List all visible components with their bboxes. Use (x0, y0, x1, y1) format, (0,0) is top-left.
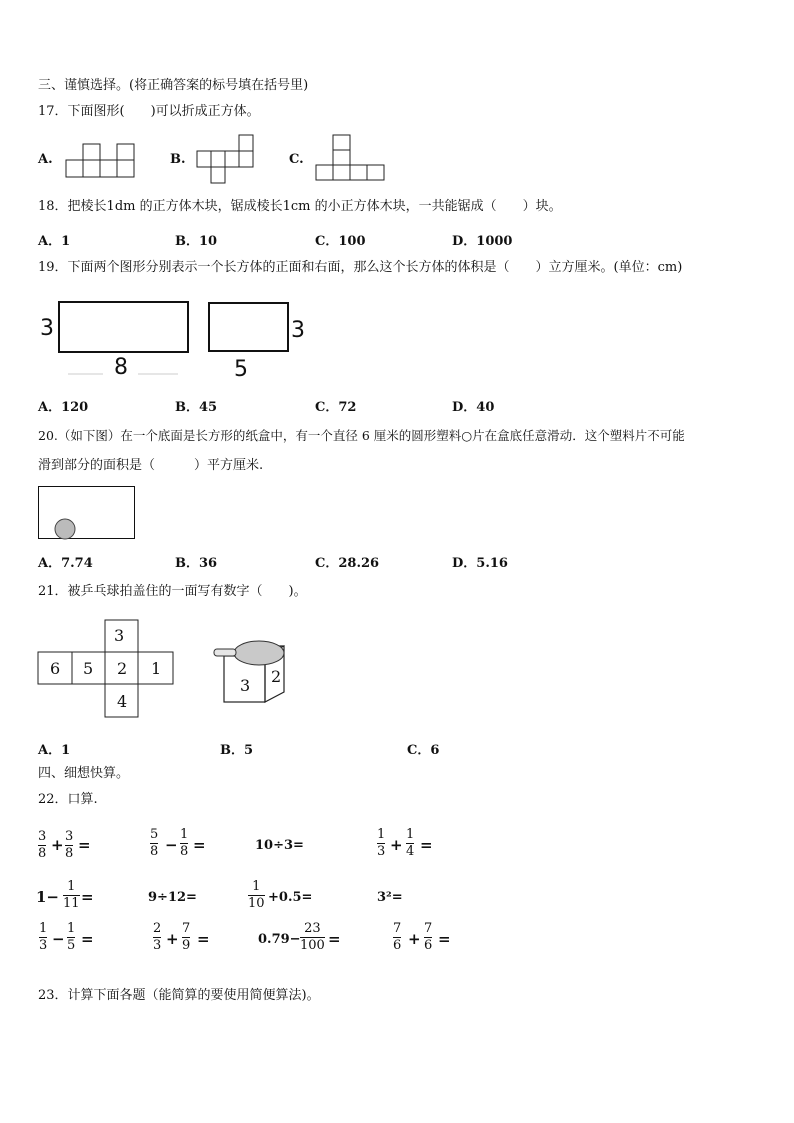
q22-r3e3-frac: 23 100 (300, 921, 325, 953)
q22-r3e3-eq: = (328, 930, 341, 948)
q22-r2e1-pre: 1− (36, 888, 60, 906)
q21-net-left1: 5 (83, 659, 94, 678)
q20-option-b[interactable]: B．36 (175, 556, 218, 571)
q21-net-bottom: 4 (117, 692, 128, 711)
q20-disc (55, 519, 75, 539)
q21-cube-front: 3 (240, 676, 251, 695)
q18-option-a[interactable]: A．1 (38, 234, 71, 249)
q22-r1e2-op: − (165, 836, 178, 854)
q21-paddle-head (234, 641, 284, 665)
q20-stem-line2: 滑到部分的面积是（ ）平方厘米. (38, 458, 264, 473)
q19-option-a[interactable]: A．120 (38, 400, 89, 415)
q20-stem-line1: 20.（如下图）在一个底面是长方形的纸盒中，有一个直径 6 厘米的圆形塑料○片在盒底任意滑动．这个塑料片不可能 (38, 428, 685, 443)
q18-option-c[interactable]: C．100 (315, 234, 366, 249)
q22-r3e1-frac1: 1 3 (39, 921, 48, 953)
q22-r3e4-op: + (408, 930, 421, 948)
q22-r1e2-frac2: 1 8 (180, 827, 189, 859)
q19-left-width: 8 (114, 355, 128, 380)
q22-r3e2-op: + (166, 930, 179, 948)
q22-r3e4-eq: = (438, 930, 451, 948)
q21-net-right: 1 (151, 659, 162, 678)
q19-option-c[interactable]: C．72 (315, 400, 357, 415)
section-4-heading: 四、细想快算。 (38, 766, 130, 781)
q23-stem: 23．计算下面各题（能简算的要使用简便算法)。 (38, 988, 320, 1003)
q20-box (39, 487, 135, 539)
q22-r1e2-frac1: 5 8 (150, 827, 159, 859)
q22-r3e1-eq: = (81, 930, 94, 948)
q19-figures (38, 298, 318, 380)
q19-right-height: 3 (291, 318, 305, 343)
q21-option-a[interactable]: A．1 (38, 743, 71, 758)
q21-option-b[interactable]: B．5 (220, 743, 254, 758)
q21-option-c[interactable]: C．6 (407, 743, 440, 758)
q17-net-c (316, 134, 392, 182)
q19-option-d[interactable]: D．40 (452, 400, 495, 415)
q22-r1e1-frac2: 3 8 (65, 829, 74, 861)
q22-r2e1-eq: = (81, 888, 94, 906)
q22-r1e4-frac2: 1 4 (406, 827, 415, 859)
q22-r2e1-frac: 1 11 (63, 879, 80, 911)
q17-stem: 17．下面图形( )可以折成正方体。 (38, 104, 260, 119)
q22-r1e1-eq: = (78, 836, 91, 854)
q20-option-c[interactable]: C．28.26 (315, 556, 380, 571)
q20-option-d[interactable]: D．5.16 (452, 556, 508, 571)
q17-net-b (197, 134, 257, 184)
q22-r3e2-frac1: 2 3 (153, 921, 162, 953)
q21-net-top: 3 (114, 626, 125, 645)
q20-box-figure (38, 486, 138, 542)
q17-option-c[interactable]: C. (289, 152, 304, 167)
q22-r1e2-eq: = (193, 836, 206, 854)
q22-r1e4-frac1: 1 3 (377, 827, 386, 859)
q22-r3e3-pre: 0.79− (258, 932, 301, 947)
q22-r3e4-frac2: 7 6 (424, 921, 433, 953)
q21-net-left2: 6 (50, 659, 61, 678)
q20-option-a[interactable]: A．7.74 (38, 556, 93, 571)
q21-cube-side: 2 (271, 667, 282, 686)
q19-front-rect (59, 302, 188, 352)
q17-net-a (66, 144, 138, 180)
q22-r3e1-op: − (52, 930, 65, 948)
q22-r3e2-eq: = (197, 930, 210, 948)
q19-right-width: 5 (234, 357, 248, 382)
q22-r1e4-eq: = (420, 836, 433, 854)
q22-r2e4: 3²= (377, 890, 403, 905)
q18-option-d[interactable]: D．1000 (452, 234, 513, 249)
q22-r3e2-frac2: 7 9 (182, 921, 191, 953)
q22-r1e1-frac1: 3 8 (38, 829, 47, 861)
q18-stem: 18．把棱长1dm 的正方体木块，锯成棱长1cm 的小正方体木块，一共能锯成（ ）块。 (38, 199, 562, 214)
q22-r2e2: 9÷12= (148, 890, 197, 905)
q22-r3e1-frac2: 1 5 (67, 921, 76, 953)
q17-option-b[interactable]: B. (170, 152, 186, 167)
q22-r1e4-op: + (390, 836, 403, 854)
q21-paddle-handle (214, 649, 236, 656)
q21-cube-with-paddle (212, 636, 294, 710)
q18-option-b[interactable]: B．10 (175, 234, 218, 249)
q22-r1e1-op: + (51, 836, 64, 854)
q17-option-a[interactable]: A. (38, 152, 53, 167)
q19-right-rect (209, 303, 288, 351)
q19-stem: 19．下面两个图形分别表示一个长方体的正面和右面，那么这个长方体的体积是（ ）立方厘米。(单位：cm) (38, 260, 683, 275)
q22-r3e4-frac1: 7 6 (393, 921, 402, 953)
q19-left-height: 3 (40, 316, 54, 341)
q22-r2e3-post: +0.5= (268, 890, 313, 905)
q22-stem: 22．口算. (38, 792, 98, 807)
q21-net-center: 2 (117, 659, 128, 678)
q21-stem: 21．被乒乓球拍盖住的一面写有数字（ )。 (38, 584, 307, 599)
q22-r1e3: 10÷3= (255, 838, 304, 853)
q19-option-b[interactable]: B．45 (175, 400, 218, 415)
q22-r2e3-frac: 1 10 (248, 879, 265, 911)
section-3-heading: 三、谨慎选择。(将正确答案的标号填在括号里) (38, 78, 309, 93)
